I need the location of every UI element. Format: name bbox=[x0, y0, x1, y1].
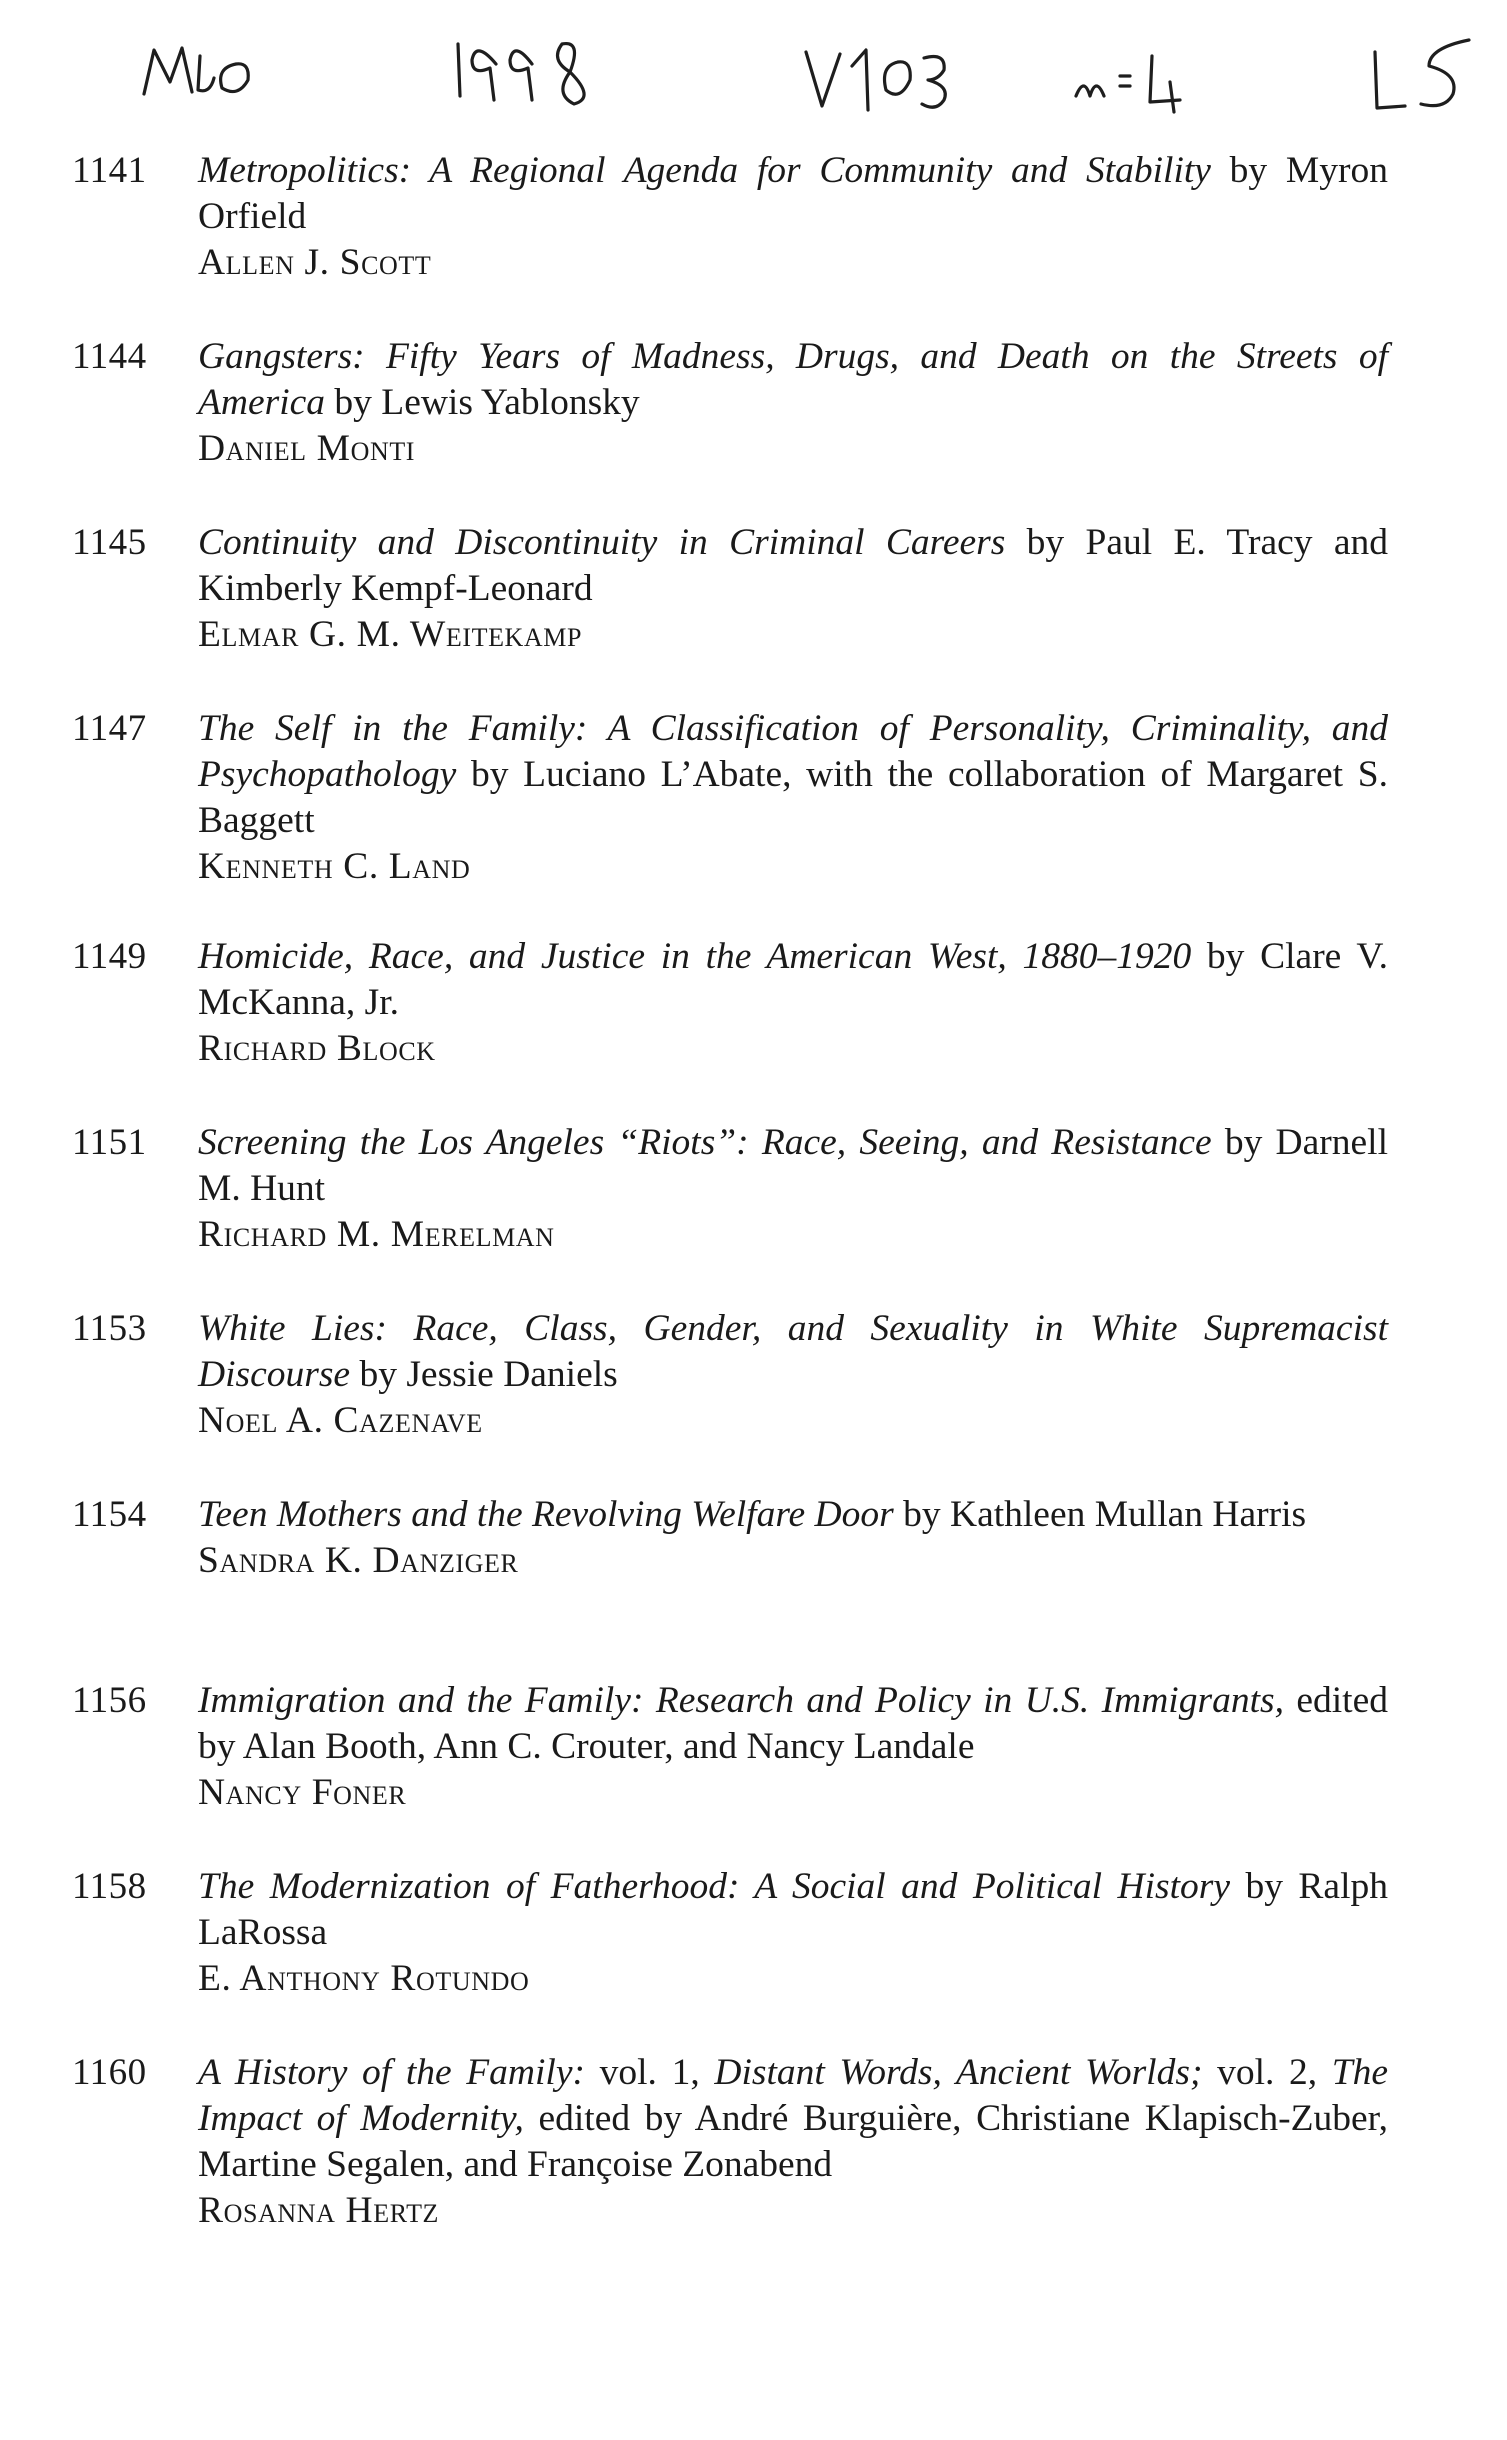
reviewer-name: Daniel Monti bbox=[198, 428, 416, 469]
handwritten-note-v103 bbox=[800, 36, 980, 126]
book-citation bbox=[198, 1492, 1388, 1538]
page-number: 1153 bbox=[72, 1308, 147, 1349]
citation-text-segment: by Jessie Daniels bbox=[350, 1354, 618, 1395]
reviewer-name: Nancy Foner bbox=[198, 1772, 407, 1813]
book-citation bbox=[198, 1864, 1388, 1956]
book-title-segment: Metropolitics: A Regional Agenda for Community and Stability bbox=[198, 150, 1211, 191]
book-citation bbox=[198, 334, 1388, 426]
book-title-segment: Homicide, Race, and Justice in the American West, 1880–1920 bbox=[198, 936, 1192, 977]
page-number: 1154 bbox=[72, 1494, 147, 1535]
handwritten-note-no-4 bbox=[1070, 46, 1220, 126]
book-citation bbox=[198, 934, 1388, 1026]
book-citation bbox=[198, 1306, 1388, 1398]
page-number: 1158 bbox=[72, 1866, 147, 1907]
book-citation bbox=[198, 520, 1388, 612]
book-title-segment: Distant Words, Ancient Worlds; bbox=[714, 2052, 1203, 2093]
citation-text-segment: by Kathleen Mullan Harris bbox=[893, 1494, 1307, 1535]
page-number: 1145 bbox=[72, 522, 147, 563]
page-number: 1156 bbox=[72, 1680, 147, 1721]
citation-text-segment: by Clare V. McKanna, Jr. bbox=[198, 936, 1388, 1023]
book-title-segment: Immigration and the Family: Research and Policy in U.S. Immigrants, bbox=[198, 1680, 1284, 1721]
citation-text-segment: by Lewis Yablonsky bbox=[325, 382, 640, 423]
reviewer-name: Noel A. Cazenave bbox=[198, 1400, 483, 1441]
citation-text-segment: vol. 2, bbox=[1202, 2052, 1332, 2093]
book-title-segment: Teen Mothers and the Revolving Welfare Door bbox=[198, 1494, 894, 1535]
reviewer-name: Sandra K. Danziger bbox=[198, 1540, 519, 1581]
citation-text-segment: by Ralph LaRossa bbox=[198, 1866, 1389, 1953]
reviewer-name: E. Anthony Rotundo bbox=[198, 1958, 530, 1999]
book-title-segment: The Modernization of Fatherhood: A Social and Political History bbox=[198, 1866, 1230, 1907]
page-number: 1141 bbox=[72, 150, 147, 191]
book-title-segment: The Impact of Modernity, bbox=[198, 2052, 1389, 2139]
book-title-segment: Continuity and Discontinuity in Criminal Careers bbox=[198, 522, 1006, 563]
handwritten-annotations bbox=[0, 18, 1507, 128]
citation-text-segment: edited by Alan Booth, Ann C. Crouter, and Nancy Landale bbox=[198, 1680, 1388, 1767]
reviewer-name: Rosanna Hertz bbox=[198, 2190, 440, 2231]
handwritten-note-m60 bbox=[140, 38, 290, 118]
book-title-segment: Screening the Los Angeles “Riots”: Race, Seeing, and Resistance bbox=[198, 1122, 1212, 1163]
reviewer-name: Elmar G. M. Weitekamp bbox=[198, 614, 583, 655]
page-number: 1151 bbox=[72, 1122, 147, 1163]
book-citation bbox=[198, 1678, 1388, 1770]
book-citation bbox=[198, 148, 1388, 240]
book-citation bbox=[198, 2050, 1388, 2188]
book-title-segment: A History of the Family: bbox=[198, 2052, 585, 2093]
page-number: 1149 bbox=[72, 936, 147, 977]
book-citation bbox=[198, 706, 1388, 844]
citation-text-segment: by Luciano L’Abate, with the collaboration of Margaret S. Baggett bbox=[198, 754, 1388, 841]
handwritten-note-1998 bbox=[450, 30, 620, 120]
page-number: 1147 bbox=[72, 708, 147, 749]
citation-text-segment: by Darnell M. Hunt bbox=[198, 1122, 1388, 1209]
reviewer-name: Richard Block bbox=[198, 1028, 436, 1069]
book-citation bbox=[198, 1120, 1388, 1212]
book-title-segment: Gangsters: Fifty Years of Madness, Drugs, and Death on the Streets of America bbox=[198, 336, 1388, 423]
citation-text-segment: by Myron Orfield bbox=[198, 150, 1388, 237]
page-number: 1144 bbox=[72, 336, 147, 377]
handwritten-note-l5 bbox=[1365, 32, 1485, 122]
book-title-segment: White Lies: Race, Class, Gender, and Sexuality in White Supremacist Discourse bbox=[198, 1308, 1388, 1395]
reviewer-name: Richard M. Merelman bbox=[198, 1214, 555, 1255]
citation-text-segment: by Paul E. Tracy and Kimberly Kempf-Leonard bbox=[198, 522, 1388, 609]
reviewer-name: Allen J. Scott bbox=[198, 242, 432, 283]
page-number: 1160 bbox=[72, 2052, 147, 2093]
reviewer-name: Kenneth C. Land bbox=[198, 846, 471, 887]
book-title-segment: The Self in the Family: A Classification of Personality, Criminality, and Psychopathology bbox=[198, 708, 1388, 795]
citation-text-segment: vol. 1, bbox=[585, 2052, 715, 2093]
citation-text-segment: edited by André Burguière, Christiane Klapisch-Zuber, Martine Segalen, and Françoise Zonabend bbox=[198, 2098, 1388, 2185]
